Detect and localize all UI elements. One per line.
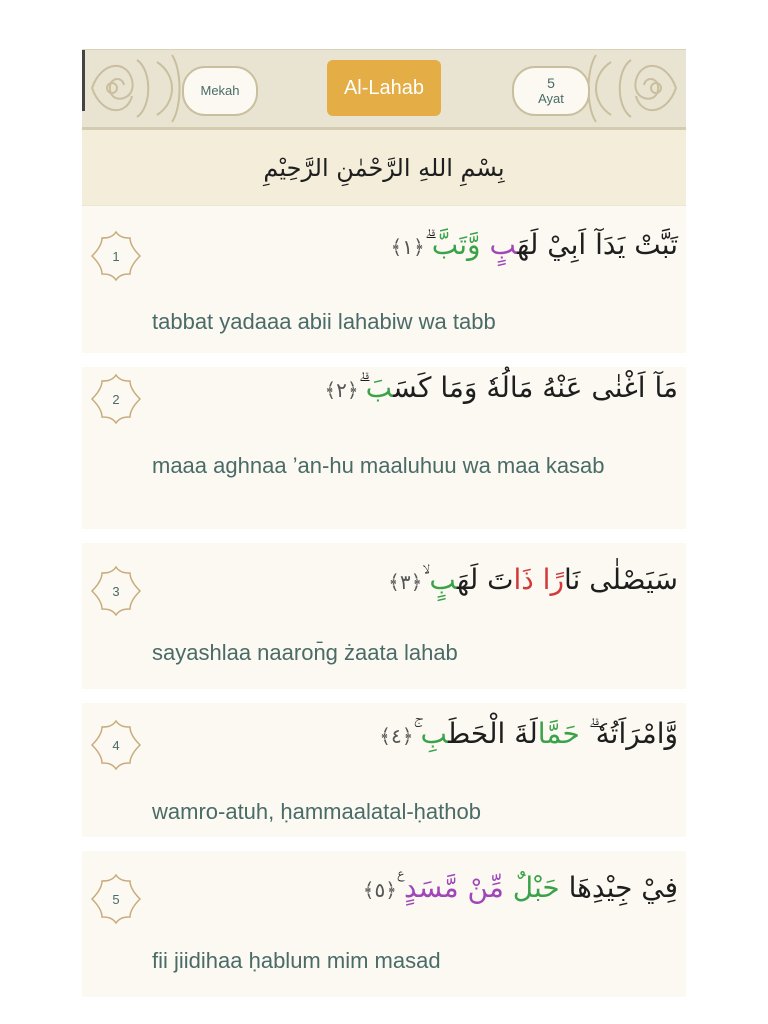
verse-number: 4 xyxy=(112,737,120,753)
arabic-segment: حَمَّا xyxy=(537,717,580,750)
arabic-segment: تَبَّتْ يَدَآ اَبِيْ لَهَ xyxy=(516,228,678,261)
verse-card-4[interactable] xyxy=(82,703,686,837)
verse-number-badge xyxy=(90,230,142,282)
verse-end-marker: ﴿٢﴾ xyxy=(324,378,359,402)
arabic-segment xyxy=(459,871,468,904)
verse-latin: sayashlaa naaron̄g żaata lahab xyxy=(152,640,458,665)
arabic-segment: بٍ xyxy=(489,228,517,261)
arabic-segment: لَةَ الْحَطَ xyxy=(447,717,538,750)
arabic-segment: فِيْ جِيْدِهَا xyxy=(559,871,678,904)
arabic-segment: حَبْلٌ xyxy=(512,871,560,904)
verse-latin: wamro-atuh, ḥammaalatal-ḥathob xyxy=(152,799,481,824)
verse-number: 3 xyxy=(112,583,120,599)
verse-number-badge xyxy=(90,873,142,925)
verse-number: 1 xyxy=(112,248,120,264)
verse-arabic xyxy=(324,371,678,405)
verse-card-1[interactable] xyxy=(82,206,686,353)
verse-card-5[interactable] xyxy=(82,851,686,997)
verse-latin: fii jiidihaa ḥablum mim masad xyxy=(152,948,441,973)
surah-title: Al-Lahab xyxy=(343,76,425,99)
surah-title-box xyxy=(327,60,441,116)
arabic-segment: ۙ xyxy=(422,563,430,596)
arabic-segment: وَّتَبَّ xyxy=(431,228,481,261)
arabic-segment: ۗ xyxy=(424,228,432,261)
ayat-label: Ayat xyxy=(538,91,564,106)
verse-arabic xyxy=(391,228,678,262)
verse-divider xyxy=(82,837,686,851)
arabic-segment: ࣖ xyxy=(396,871,404,904)
verse-arabic xyxy=(363,871,678,905)
ayat-count-badge xyxy=(512,66,590,116)
revelation-place-badge xyxy=(182,66,258,116)
arabic-segment: مِّنْ xyxy=(467,871,504,904)
verse-latin: tabbat yadaaa abii lahabiw wa tabb xyxy=(152,309,496,334)
verse-end-marker: ﴿٣﴾ xyxy=(388,570,423,594)
verse-divider xyxy=(82,529,686,543)
verse-card-3[interactable] xyxy=(82,543,686,689)
arabic-segment: مَآ اَغْنٰى عَنْهُ مَالُهٗ وَمَا كَسَ xyxy=(393,371,678,404)
verse-arabic xyxy=(388,563,678,597)
verse-divider xyxy=(82,689,686,703)
bismillah-banner xyxy=(82,130,686,206)
verse-number-badge xyxy=(90,565,142,617)
verse-number-badge xyxy=(90,373,142,425)
arabic-segment xyxy=(504,871,513,904)
verse-number: 2 xyxy=(112,391,120,407)
verse-divider xyxy=(82,353,686,367)
verse-number-badge xyxy=(90,719,142,771)
verse-arabic xyxy=(379,717,678,751)
arabic-segment: ۗ xyxy=(358,371,366,404)
verse-list xyxy=(82,206,686,997)
arabic-segment: مَّسَدٍ xyxy=(403,871,459,904)
arabic-segment: وَّامْرَاَتُهٗ ۗ xyxy=(579,717,678,750)
arabic-segment: تَ لَهَ xyxy=(456,563,514,596)
surah-header xyxy=(82,49,686,130)
arabic-segment: سَيَصْلٰى نَا xyxy=(563,563,678,596)
revelation-place: Mekah xyxy=(200,83,240,98)
verse-latin: maaa aghnaa ’an-hu maaluhuu wa maa kasab xyxy=(152,453,605,478)
verse-number: 5 xyxy=(112,891,120,907)
bismillah-text: بِسْمِ اللهِ الرَّحْمٰنِ الرَّحِيْمِ xyxy=(263,153,505,182)
arabic-segment: بَ xyxy=(365,371,394,404)
verse-end-marker: ﴿٥﴾ xyxy=(362,878,397,902)
verse-end-marker: ﴿١﴾ xyxy=(390,235,425,259)
arabic-segment: ۚ xyxy=(413,717,421,750)
verse-end-marker: ﴿٤﴾ xyxy=(379,724,414,748)
arabic-segment: بٍ xyxy=(429,563,457,596)
surah-screen xyxy=(82,49,686,997)
arabic-segment: بِ xyxy=(420,717,448,750)
verse-card-2[interactable] xyxy=(82,367,686,529)
ayat-count: 5 xyxy=(547,75,555,91)
arabic-segment: رًا ذَا xyxy=(513,563,564,596)
